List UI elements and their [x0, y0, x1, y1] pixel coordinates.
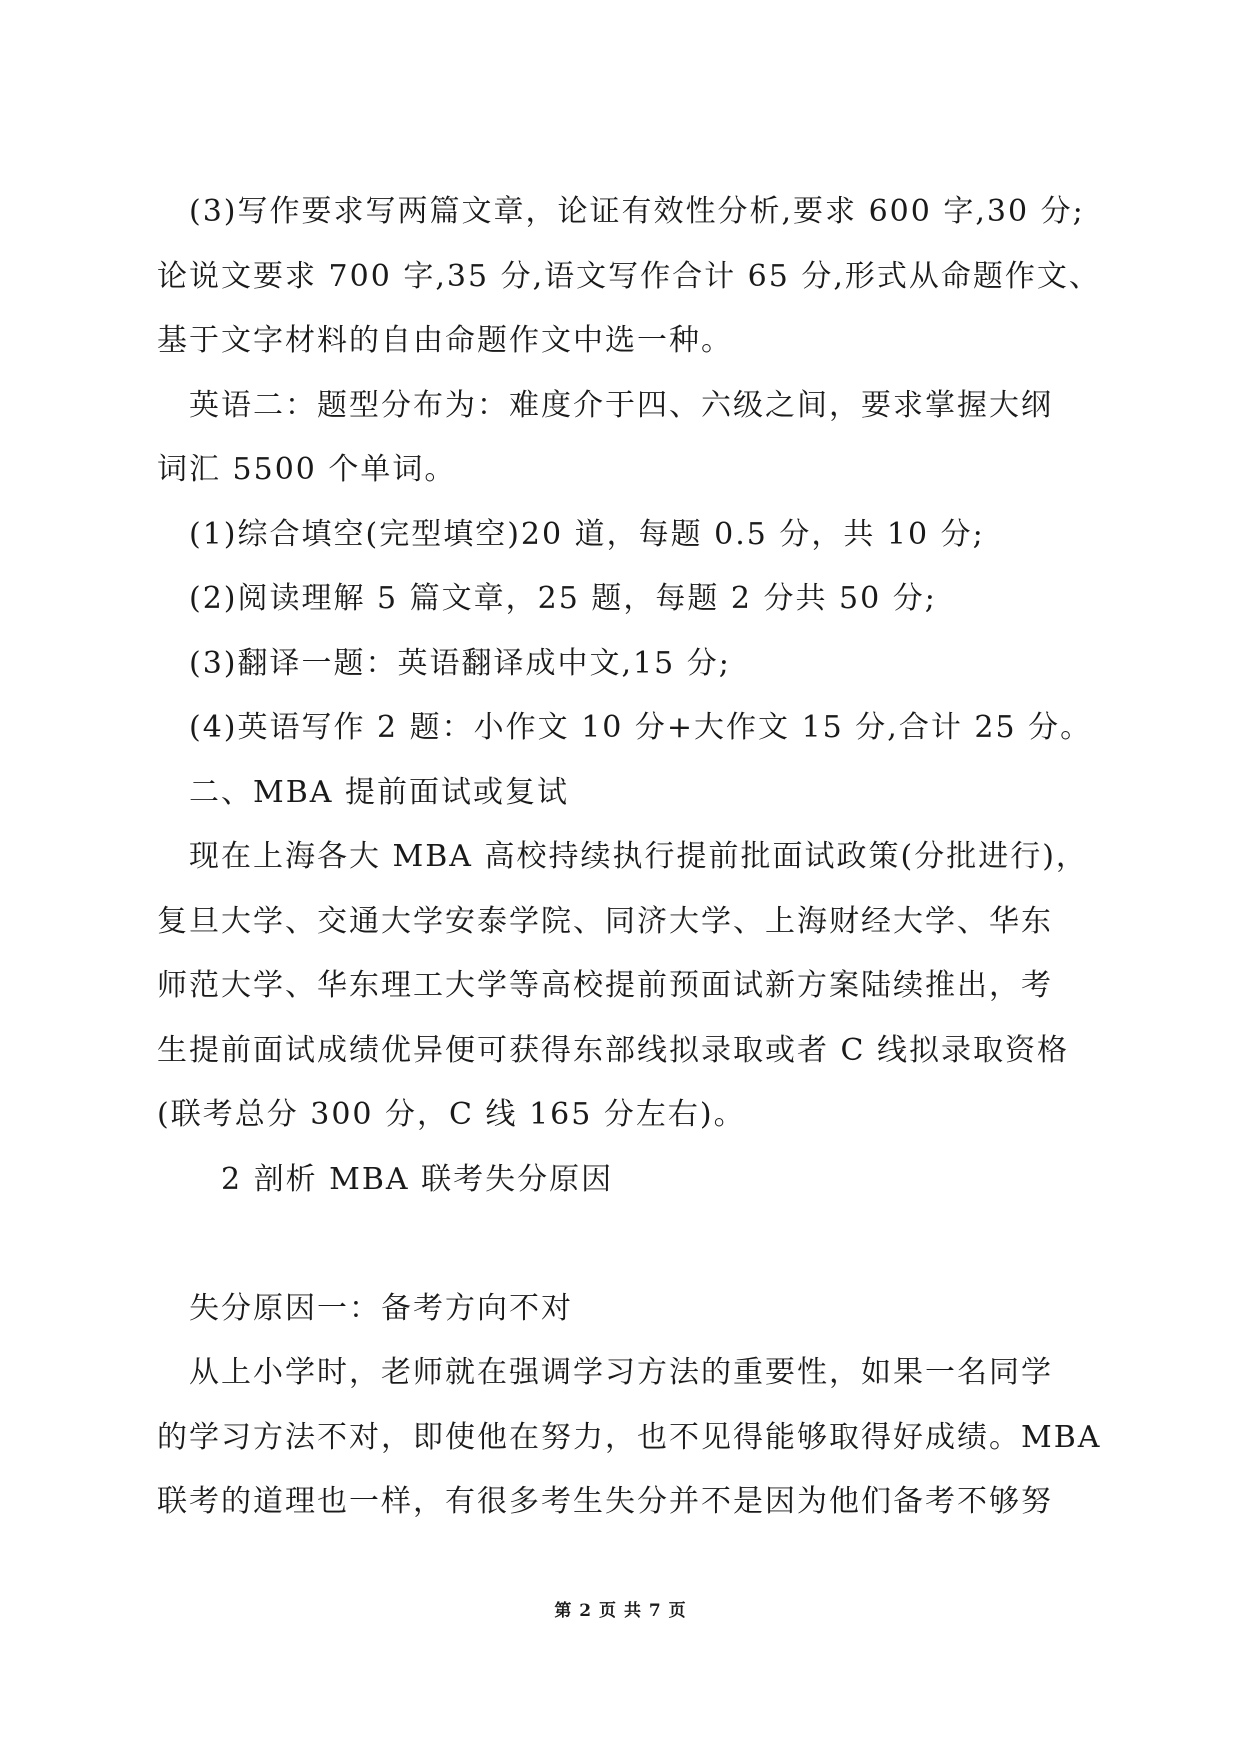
section-heading: 二、MBA 提前面试或复试 [189, 774, 569, 810]
body-text [157, 180, 1102, 1535]
paragraph-line: 的学习方法不对，即使他在努力，也不见得能够取得好成绩。MBA [157, 1419, 1102, 1455]
paragraph-line: 基于文字材料的自由命题作文中选一种。 [157, 323, 733, 358]
paragraph-line: (3)写作要求写两篇文章，论证有效性分析,要求 600 字,30 分; [189, 194, 1085, 229]
paragraph-line: (联考总分 300 分，C 线 165 分左右)。 [157, 1097, 746, 1132]
paragraph-line: 现在上海各大 MBA 高校持续执行提前批面试政策(分批进行)， [189, 839, 1088, 874]
paragraph-line: 师范大学、华东理工大学等高校提前预面试新方案陆续推出，考 [157, 968, 1053, 1003]
paragraph-line: (1)综合填空(完型填空)20 道，每题 0.5 分，共 10 分; [189, 516, 985, 552]
paragraph-line: 论说文要求 700 字,35 分,语文写作合计 65 分,形式从命题作文、 [157, 258, 1101, 294]
paragraph-line: 联考的道理也一样，有很多考生失分并不是因为他们备考不够努 [157, 1484, 1053, 1519]
paragraph-line: 复旦大学、交通大学安泰学院、同济大学、上海财经大学、华东 [157, 903, 1053, 939]
paragraph-line: 生提前面试成绩优异便可获得东部线拟录取或者 C 线拟录取资格 [157, 1032, 1070, 1068]
section-heading: 2 剖析 MBA 联考失分原因 [221, 1161, 614, 1197]
blank-line [157, 1212, 1087, 1277]
paragraph-line: (3)翻译一题：英语翻译成中文,15 分; [189, 645, 731, 681]
subsection-heading: 失分原因一：备考方向不对 [189, 1290, 573, 1326]
paragraph-line: 从上小学时，老师就在强调学习方法的重要性，如果一名同学 [189, 1355, 1053, 1390]
paragraph-line: (2)阅读理解 5 篇文章，25 题，每题 2 分共 50 分; [189, 581, 937, 616]
paragraph-line: (4)英语写作 2 题：小作文 10 分+大作文 15 分,合计 25 分。 [189, 710, 1093, 745]
paragraph-line: 英语二：题型分布为：难度介于四、六级之间，要求掌握大纲 [189, 387, 1053, 423]
paragraph-line: 词汇 5500 个单词。 [157, 452, 457, 487]
page-footer: 第 2 页 共 7 页 [554, 1601, 687, 1621]
